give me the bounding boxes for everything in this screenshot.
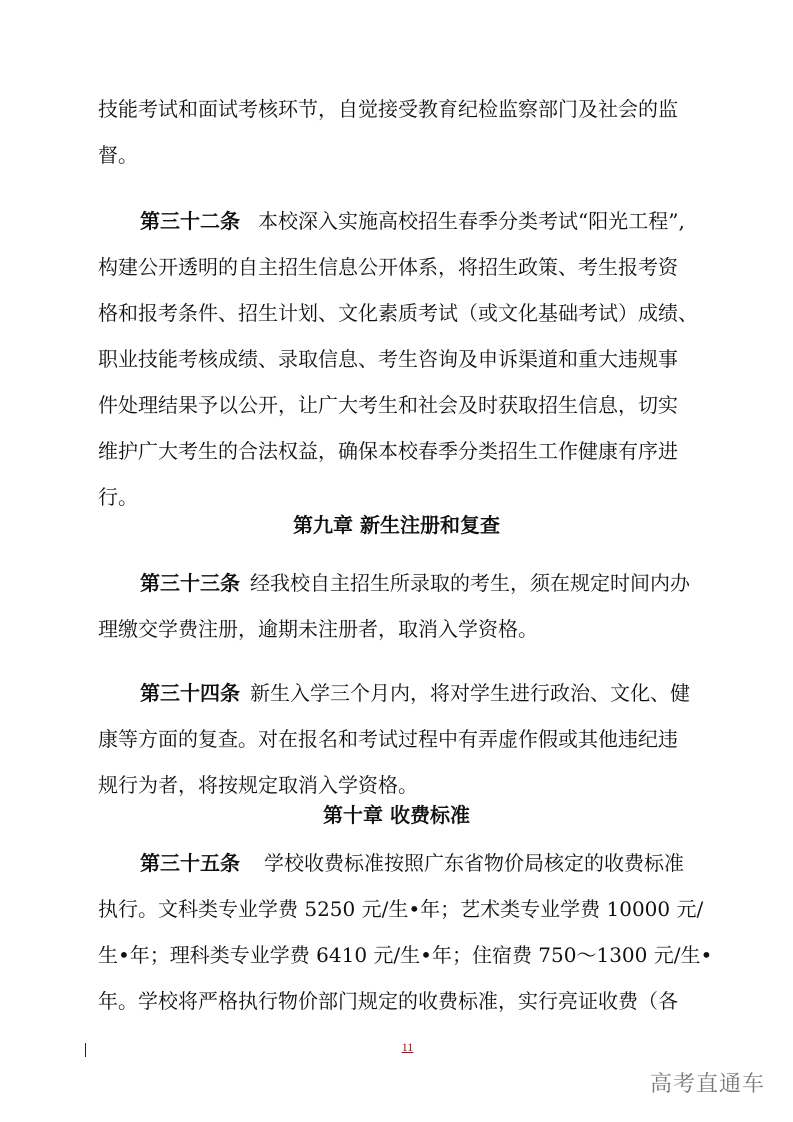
chapter-10-heading: 第十章 收费标准	[323, 803, 470, 827]
paragraph-line: 理缴交学费注册，逾期未注册者，取消入学资格。	[98, 617, 538, 641]
article-32-first-line	[140, 206, 793, 236]
article-34-first-line	[140, 678, 793, 708]
chapter-9-heading: 第九章 新生注册和复查	[293, 513, 500, 537]
article-33-first-line	[140, 568, 793, 598]
paragraph-line: 年。学校将严格执行物价部门规定的收费标准，实行亮证收费（各	[98, 989, 678, 1013]
article-32-text: 本校深入实施高校招生春季分类考试“阳光工程”,	[258, 209, 685, 233]
page-number: 11	[401, 1040, 414, 1054]
paragraph-line: 构建公开透明的自主招生信息公开体系，将招生政策、考生报考资	[98, 255, 678, 279]
paragraph-line: 生•年；理科类专业学费 6410 元/生•年；住宿费 750～1300 元/生•	[98, 943, 713, 967]
article-33-label: 第三十三条	[140, 571, 240, 595]
paragraph-line: 技能考试和面试考核环节，自觉接受教育纪检监察部门及社会的监	[98, 97, 678, 121]
article-35-first-line	[140, 848, 793, 878]
article-34-label: 第三十四条	[140, 681, 240, 705]
paragraph-line: 职业技能考核成绩、录取信息、考生咨询及申诉渠道和重大违规事	[98, 347, 678, 371]
paragraph-line: 康等方面的复查。对在报名和考试过程中有弄虚作假或其他违纪违	[98, 727, 678, 751]
paragraph-line: 行。	[98, 485, 138, 509]
watermark: 高考直通车	[649, 1072, 765, 1097]
article-32-label: 第三十二条	[140, 209, 240, 233]
paragraph-line: 督。	[98, 143, 138, 167]
paragraph-line: 维护广大考生的合法权益，确保本校春季分类招生工作健康有序进	[98, 439, 678, 463]
article-34-text: 新生入学三个月内，将对学生进行政治、文化、健	[250, 681, 690, 705]
article-35-label: 第三十五条	[140, 851, 240, 875]
paragraph-line: 格和报考条件、招生计划、文化素质考试（或文化基础考试）成绩、	[98, 301, 698, 325]
paragraph-line: 件处理结果予以公开，让广大考生和社会及时获取招生信息，切实	[98, 393, 678, 417]
article-35-text: 学校收费标准按照广东省物价局核定的收费标准	[264, 851, 684, 875]
paragraph-line: 规行为者，将按规定取消入学资格。	[98, 773, 418, 797]
paragraph-line: 执行。文科类专业学费 5250 元/生•年；艺术类专业学费 10000 元/	[98, 897, 704, 921]
article-33-text: 经我校自主招生所录取的考生，须在规定时间内办	[250, 571, 690, 595]
